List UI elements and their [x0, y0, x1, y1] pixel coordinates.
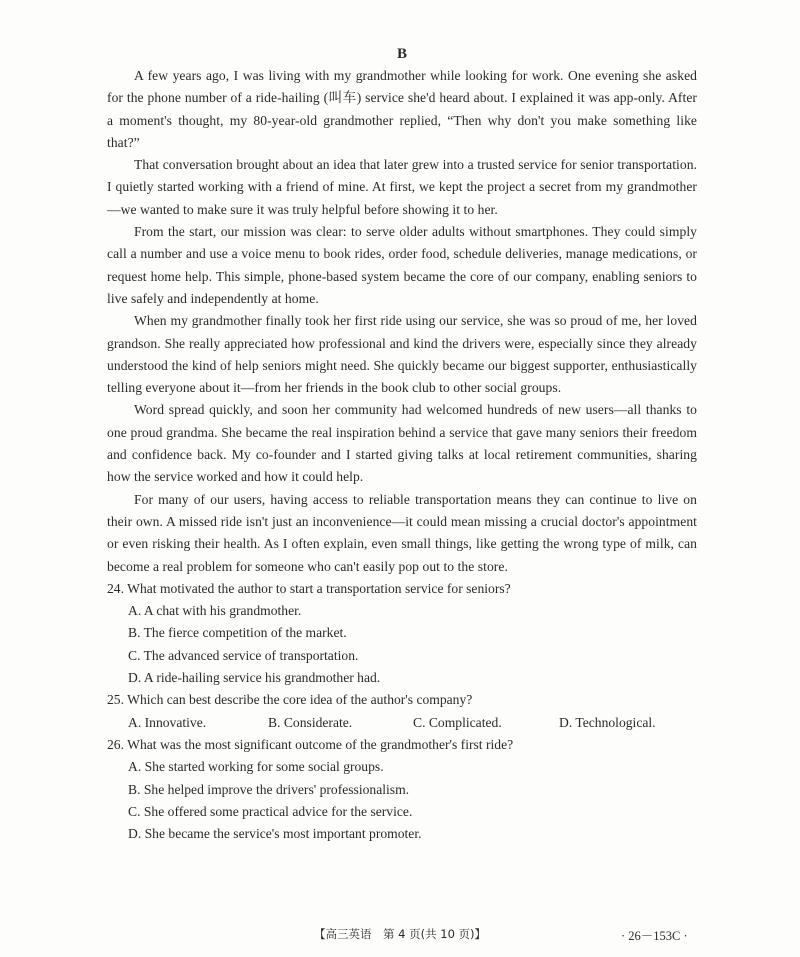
options-row	[107, 712, 697, 734]
exam-code: · 26－153C ·	[621, 929, 688, 943]
option-b: B. She helped improve the drivers' professionalism.	[128, 781, 410, 797]
question-25	[107, 689, 697, 734]
passage-paragraph-4: When my grandmother finally took her first ride using our service, she was so proud of me, her loved grandson. She really appreciated how professional and kind the drivers were, especially since they already understood the kind of help seniors might need. She quickly became our biggest supporter, enthusiastically telling everyone about it—from her friends in the book club to other social groups.	[107, 313, 697, 396]
question-24	[107, 578, 697, 689]
question-stem: 25. Which can best describe the core idea of the author's company?	[107, 692, 473, 708]
section-title: B	[396, 46, 407, 62]
option-c: C. The advanced service of transportation.	[128, 647, 359, 663]
exam-page	[107, 42, 697, 845]
option-c: C. She offered some practical advice for the service.	[128, 803, 413, 819]
option-a: A. Innovative.	[128, 714, 207, 730]
question-stem: 26. What was the most significant outcome of the grandmother's first ride?	[107, 736, 514, 752]
option-d: D. She became the service's most important promoter.	[128, 826, 422, 842]
page-number-label: 【高三英语 第 4 页(共 10 页)】	[314, 927, 487, 941]
option-c: C. Complicated.	[413, 714, 502, 730]
passage-paragraph-2: That conversation brought about an idea that later grew into a trusted service for senior transportation. I quietly started working with a friend of mine. At first, we kept the project a secret from my grandmother—we wanted to make sure it was truly helpful before showing it to her.	[107, 157, 697, 217]
option-d: D. A ride-hailing service his grandmother had.	[128, 670, 381, 686]
passage-paragraph-6: For many of our users, having access to reliable transportation means they can continue to live on their own. A missed ride isn't just an inconvenience—it could mean missing a crucial doctor's appointment or even risking their health. As I often explain, even small things, like getting the wrong type of milk, can become a real problem for someone who can't easily pop out to the store.	[107, 491, 697, 574]
question-26	[107, 734, 697, 845]
option-d: D. Technological.	[559, 714, 656, 730]
option-b: B. Considerate.	[268, 714, 353, 730]
passage-paragraph-5: Word spread quickly, and soon her community had welcomed hundreds of new users—all thanks to one proud grandma. She became the real inspiration behind a service that gave many seniors their freedom and confidence back. My co-founder and I started giving talks at local retirement communities, sharing how the service worked and how it could help.	[107, 402, 697, 485]
option-a: A. A chat with his grandmother.	[128, 603, 302, 619]
option-a: A. She started working for some social groups.	[128, 759, 384, 775]
option-b: B. The fierce competition of the market.	[128, 625, 347, 641]
passage-paragraph-3: From the start, our mission was clear: to serve older adults without smartphones. They could simply call a number and use a voice menu to book rides, order food, schedule deliveries, manage medications, or request home help. This simple, phone-based system became the core of our company, enabling seniors to live safely and independently at home.	[107, 224, 697, 306]
passage-paragraph-1: A few years ago, I was living with my grandmother while looking for work. One evening she asked for the phone number of a ride-hailing (叫车) service she'd heard about. I explained it was app-only. After a moment's thought, my 80-year-old grandmother replied, “Then why don't you make something like that?”	[107, 68, 697, 150]
question-stem: 24. What motivated the author to start a transportation service for seniors?	[107, 580, 511, 596]
